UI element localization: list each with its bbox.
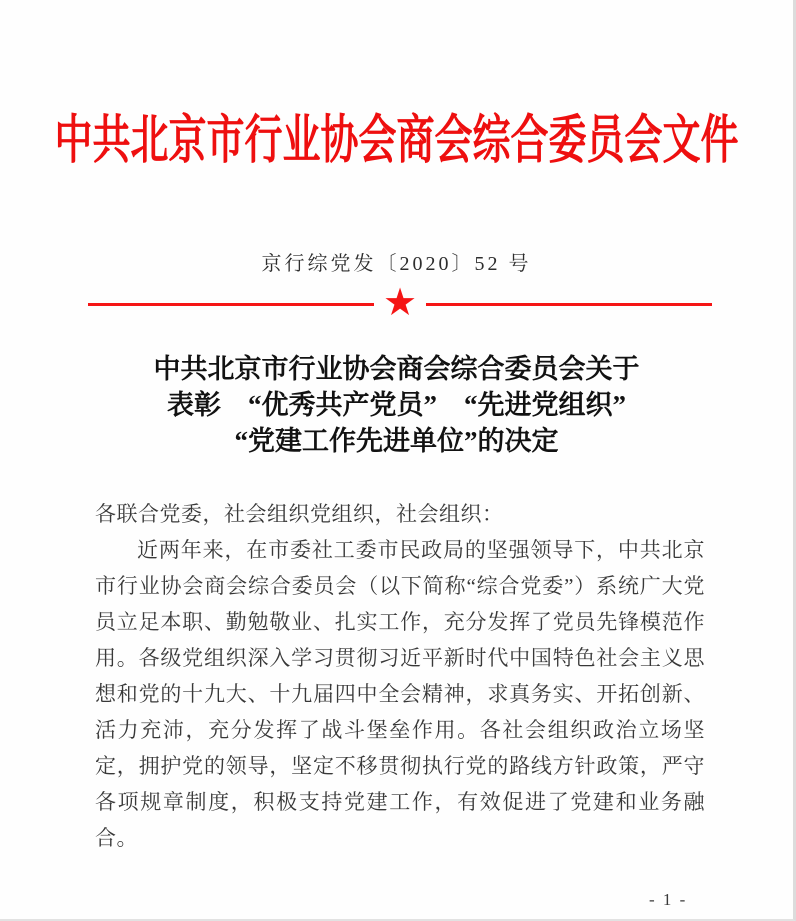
- document-number: 京行综党发〔2020〕52 号: [261, 253, 532, 275]
- divider-line-left: [88, 303, 374, 306]
- document-title: [0, 351, 793, 459]
- divider-line-right: [426, 303, 712, 306]
- red-header-org-title: 中共北京市行业协会商会综合委员会文件: [54, 112, 739, 171]
- salutation-line: 各联合党委，社会组织党组织，社会组织：: [95, 502, 504, 526]
- red-divider: [88, 281, 712, 324]
- star-icon: ★: [382, 281, 418, 324]
- document-title-line-3: “党建工作先进单位”的决定: [234, 426, 559, 456]
- body-paragraph: 近两年来，在市委社工委市民政局的坚强领导下，中共北京市行业协会商会综合委员会（以下简称“综合党委”）系统广大党员立足本职、勤勉敬业、扎实工作，充分发挥了党员先锋模范作用。各级党组织深入学习贯彻习近平新时代中国特色社会主义思想和党的十九大、十九届四中全会精神，求真务实、开拓创新、活力充沛，充分发挥了战斗堡垒作用。各社会组织政治立场坚定，拥护党的领导，坚定不移贯彻执行党的路线方针政策，严守各项规章制度，积极支持党建工作，有效促进了党建和业务融合。: [95, 538, 705, 850]
- document-title-line-2: 表彰 “优秀共产党员” “先进党组织”: [167, 390, 626, 420]
- document-body: [95, 496, 705, 856]
- page-number: - 1 -: [649, 890, 688, 909]
- document-title-line-1: 中共北京市行业协会商会综合委员会关于: [153, 354, 640, 384]
